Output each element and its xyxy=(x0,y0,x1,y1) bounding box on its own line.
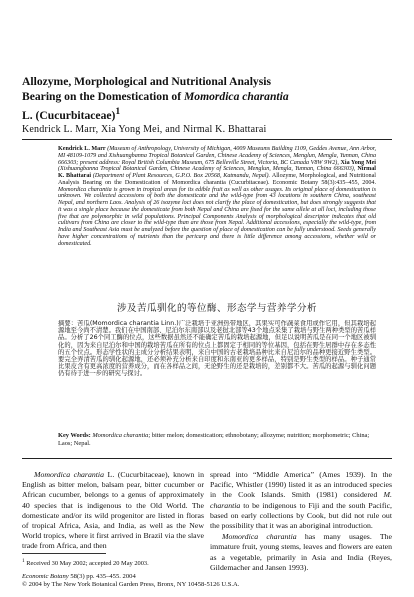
title-line-3 xyxy=(22,104,394,123)
body-text: spread into “Middle America” (Ames 1939). In the Pacific, Whistler (1990) listed it as an introduced species in the Cook Islands. Smith (1981) considered xyxy=(210,470,392,500)
body-species-name: Momordica charantia xyxy=(222,532,297,542)
author-affiliation-3: (Department of Plant Resources, G.P.O. Box 20568, Katmandu, Nepal). xyxy=(91,173,272,179)
keywords-species: Momordica charantia xyxy=(92,432,149,439)
footnote-divider xyxy=(22,553,106,554)
keywords-label: Key Words: xyxy=(58,432,91,439)
article-title xyxy=(22,74,394,123)
abstract-citation: Economic Botany 58(3):435–455, 2004. xyxy=(269,179,377,186)
title-species-name: Momordica charantia xyxy=(183,90,289,103)
footnote-marker: 1 xyxy=(22,558,25,564)
author-affiliation-2: (Xishuangbanna Tropical Botanical Garden, Chinese Academy of Sciences, Menglun, Mengla, Yunnan, China 666303), xyxy=(58,166,358,173)
body-paragraph xyxy=(22,470,204,552)
abstract-title-smallcaps: Allozyme, Morphological, and Nutritional Analysis Bearing on the Domestication of Momordica charantia (Cucurbitaceae). xyxy=(58,173,376,186)
body-species-name: M. charantia xyxy=(210,490,392,510)
body-text: has many usages. The immature fruit, young stems, leaves and flowers are eaten as a vegetable, primarily in Asia and India (Reyes, Gildemacher and Jansen 1993). xyxy=(210,532,392,572)
author-name-1: Kendrick L. Marr xyxy=(58,146,106,152)
author-list: Kendrick L. Marr, Xia Yong Mei, and Nirmal K. Bhattarai xyxy=(22,124,267,135)
journal-issue: 58(3) pp. 435–455. 2004 xyxy=(68,573,136,580)
body-text: to be indigenous to Fiji and the south Pacific, based on early collections by Cook, but did not rule out the possibility that it was an aboriginal introduction. xyxy=(210,500,392,531)
abstract-body: Momordica charantia is grown in tropical areas for its edible fruit as well as other usages. Its original place of domestication is unknown. We collected accessions of both the domesticate and the wild-type from 43 locations in southern China, southeast Nepal, and northern Laos. Analysis of 26 isozyme loci does not clarify the place of domestication, but does strongly suggests that it was a single place because the domesticate from both Nepal and China are fixed for the same allele at all loci, including those five that are polymorphic in wild populations. Principal Components Analysis of morphological descriptor indicates that old cultivars from China are closer to the wild-type than are those from Nepal. Additional accessions, especially the wild-type, from India and Southeast Asia must be analyzed before the question of place of domestication can be fully understood. Seeds generally have higher concentrations of nutrients than the pericarp and there is little difference among accessions, whether wild or domesticated. xyxy=(58,186,376,247)
keywords-list: ; bitter melon; domestication; ethnobotany; allozyme; nutrition; morphometric; China; Laos; Nepal. xyxy=(58,432,370,447)
title-line-2-text: Bearing on the Domestication of xyxy=(22,90,184,103)
author-affiliation-1: (Museum of Anthropology, University of Michigan, 4009 Museums Building 1109, Geddes Avenue, Ann Arbor, MI 48109-1079 and Xishuangbanna Tropical Botanical Garden, Chinese Academy of Sciences, Menglun, Mengla, Yunnan, China 666303; present address: Royal British Columbia Museum, 675 Belleville Street, Victoria, BC Canada V8W 9W2), xyxy=(58,146,376,166)
journal-name: Economic Botany xyxy=(22,573,69,580)
body-paragraph xyxy=(210,470,392,531)
title-footnote-marker: 1 xyxy=(115,106,121,117)
author-name-2: Xia Yong Mei xyxy=(340,159,376,166)
english-abstract xyxy=(58,146,376,247)
journal-footer xyxy=(22,573,394,590)
chinese-title: 涉及苦瓜驯化的等位酶、形态学与营养学分析 xyxy=(116,303,317,314)
title-line-3-text: L. (Cucurbitaceae) xyxy=(22,108,116,122)
body-column-left xyxy=(22,470,204,552)
footnote xyxy=(22,557,204,568)
body-text: L. (Cucurbitaceae), known in English as bitter melon, balsam pear, bitter cucumber or African cucumber, belongs to a genus of approximately 40 species that is indigenous to the Old World. The domesticate and/or its wild progenitor are listed in floras of tropical Africa, Asia, and India, as well as the New World tropics, where it first arrived in Brazil via the slave trade from Africa, and then xyxy=(22,470,204,551)
divider-top xyxy=(22,139,392,140)
keywords xyxy=(58,432,376,448)
footer-citation xyxy=(22,573,394,581)
divider-bottom xyxy=(22,458,392,459)
body-paragraph xyxy=(210,532,392,573)
body-species-name: Momordica charantia xyxy=(34,470,104,479)
footnote-text: Received 30 May 2002; accepted 20 May 2003. xyxy=(24,560,149,568)
footer-copyright: © 2004 by The New York Botanical Garden Press, Bronx, NY 10458-5126 U.S.A. xyxy=(22,581,240,589)
chinese-abstract: 摘要：苦瓜(Momordica charantia Linn.)广泛栽培于亚洲热带地区，其果实可作蔬菜食用或作它用，但其栽培起源地至今尚不清楚。我们在中国南部、尼泊尔东南部以及老挝北部等43个地点采集了栽培与野生两种类型的苦瓜样品。分析了26个同工酶的位点，这些数据虽然还不能确定苦瓜的栽培起源地，但足以说明苦瓜是在同一个地区被驯化的，因为来自尼泊尔和中国的栽培苦瓜在所有的位点上都固定于相同的等位基因，包括在野生居群中存在多态性的五个位点。形态学性状的主成分分析结果表明，来自中国的古老栽培品种比来自尼泊尔的品种更接近野生类型。要完全弄清苦瓜的驯化起源地，还必须补充分析来自印度和东南亚的更多样品，特别是野生类型的样品。种子通常比果皮含有更高浓度的营养成分，而在各样品之间，无论野生的还是栽培的，差别都不大。苦瓜的起源与驯化问题仍有待于进一步的研究与探讨。 xyxy=(58,320,376,378)
title-line-1: Allozyme, Morphological and Nutritional Analysis xyxy=(22,75,271,88)
author-name-3: Nirmal K. Bhattarai xyxy=(58,166,376,179)
title-line-2 xyxy=(22,89,394,104)
body-column-right xyxy=(210,470,392,573)
